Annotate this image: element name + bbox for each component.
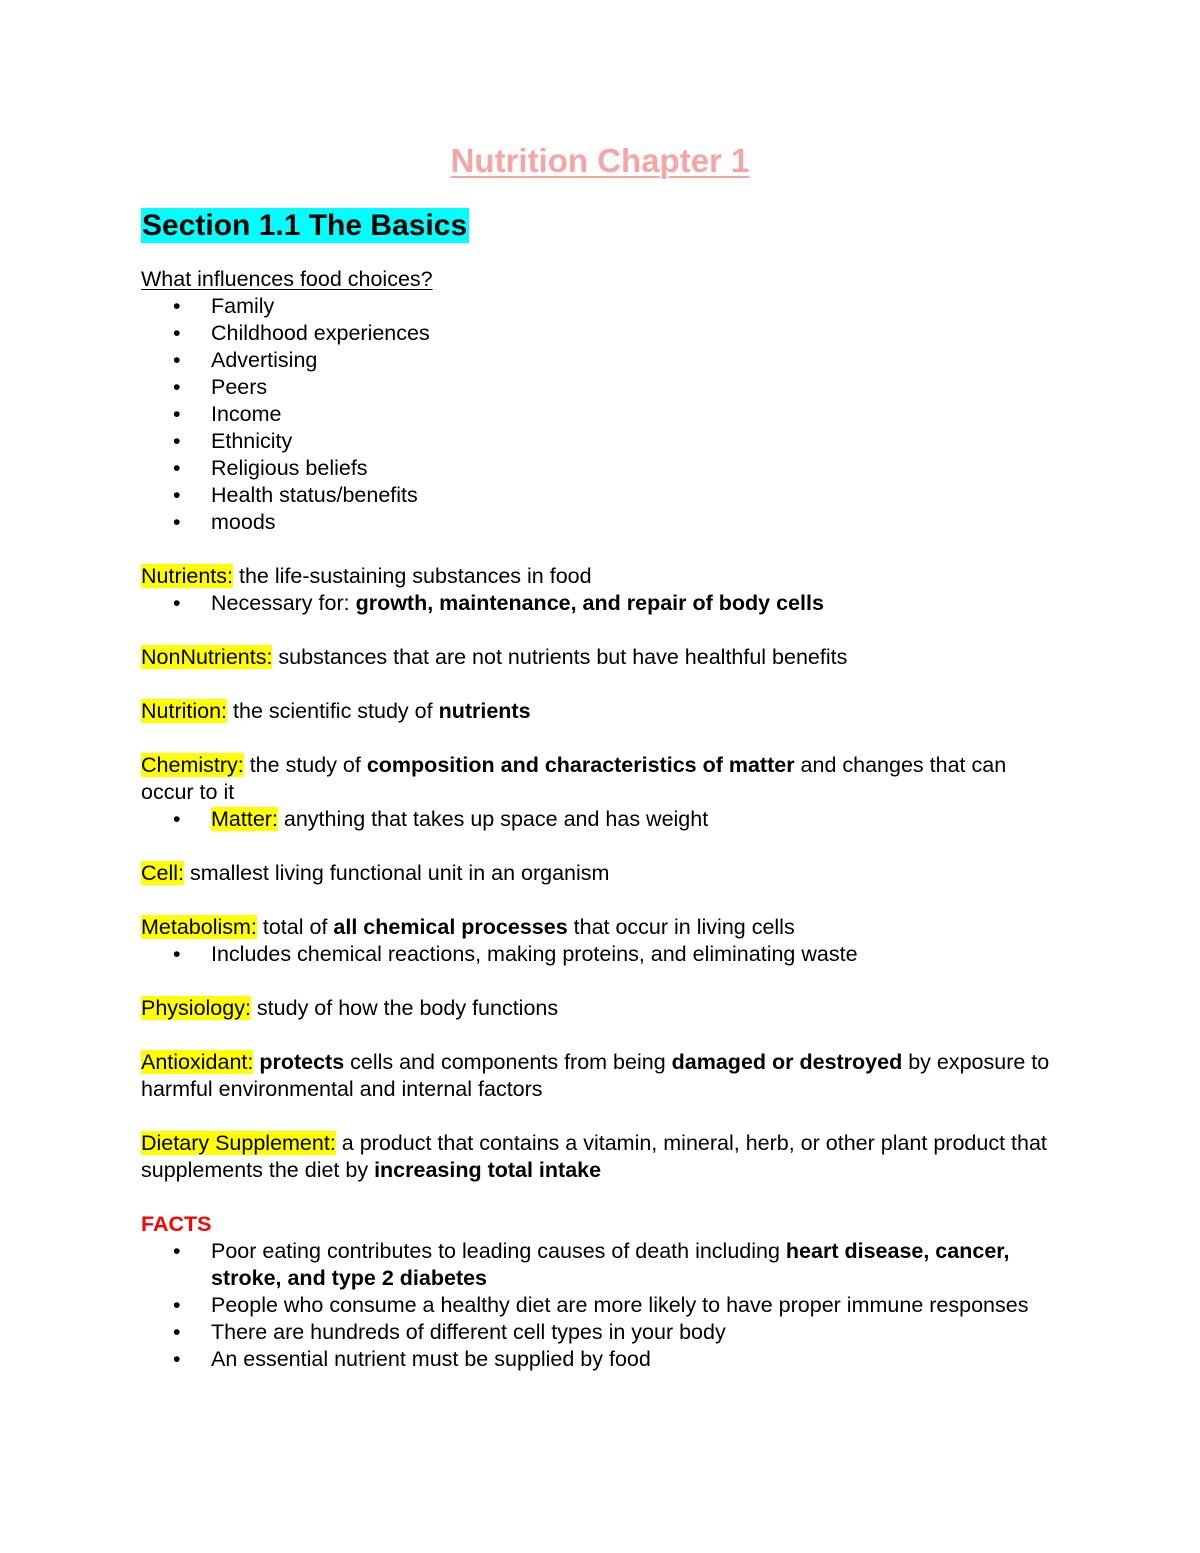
list-item: • Health status/benefits bbox=[173, 483, 418, 507]
definition-chemistry: Chemistry: the study of composition and characteristics of matter and changes that can occur to it bbox=[141, 753, 1007, 804]
definition-nonnutrients: NonNutrients: substances that are not nutrients but have healthful benefits bbox=[141, 645, 848, 669]
bullet-icon: • bbox=[173, 375, 181, 399]
document-page bbox=[141, 140, 1061, 1373]
list-item: • There are hundreds of different cell types in your body bbox=[173, 1320, 726, 1344]
bullet-icon: • bbox=[173, 942, 181, 966]
influences-list bbox=[141, 293, 1061, 536]
list-item: • People who consume a healthy diet are more likely to have proper immune responses bbox=[173, 1293, 1029, 1317]
term-nonnutrients: NonNutrients: bbox=[141, 645, 273, 669]
term-nutrients: Nutrients: bbox=[141, 564, 234, 588]
bullet-icon: • bbox=[173, 591, 181, 615]
definition-dietary-supplement: Dietary Supplement: a product that contains a vitamin, mineral, herb, or other plant product that supplements the diet by increasing total intake bbox=[141, 1131, 1047, 1182]
bullet-icon: • bbox=[173, 321, 181, 345]
bullet-icon: • bbox=[173, 294, 181, 318]
bullet-icon: • bbox=[173, 456, 181, 480]
list-item: • Income bbox=[173, 402, 282, 426]
bullet-icon: • bbox=[173, 483, 181, 507]
list-item: • Peers bbox=[173, 375, 268, 399]
nutrients-list bbox=[141, 590, 1061, 617]
term-dietary-supplement: Dietary Supplement: bbox=[141, 1131, 336, 1155]
list-item: • An essential nutrient must be supplied by food bbox=[173, 1347, 651, 1371]
bullet-icon: • bbox=[173, 510, 181, 534]
bullet-icon: • bbox=[173, 402, 181, 426]
bullet-icon: • bbox=[173, 348, 181, 372]
metabolism-list bbox=[141, 941, 1061, 968]
definition-antioxidant: Antioxidant: protects cells and components from being damaged or destroyed by exposure to harmful environmental and internal factors bbox=[141, 1050, 1050, 1101]
definition-nutrition: Nutrition: the scientific study of nutrients bbox=[141, 699, 531, 723]
term-nutrition: Nutrition: bbox=[141, 699, 228, 723]
term-antioxidant: Antioxidant: bbox=[141, 1050, 254, 1074]
list-item: • Family bbox=[173, 294, 275, 318]
bullet-icon: • bbox=[173, 807, 181, 831]
list-item: • Religious beliefs bbox=[173, 456, 368, 480]
section-heading-text: Section 1.1 The Basics bbox=[142, 209, 468, 242]
list-item: • Advertising bbox=[173, 348, 318, 372]
list-item: • Poor eating contributes to leading causes of death including heart disease, cancer, stroke, and type 2 diabetes bbox=[173, 1239, 1010, 1290]
term-chemistry: Chemistry: bbox=[141, 753, 244, 777]
facts-list bbox=[141, 1238, 1061, 1373]
term-cell: Cell: bbox=[141, 861, 185, 885]
list-item: • Includes chemical reactions, making proteins, and eliminating waste bbox=[173, 942, 858, 966]
list-item: • Ethnicity bbox=[173, 429, 293, 453]
section-heading bbox=[141, 206, 1061, 246]
definition-nutrients: Nutrients: the life-sustaining substances in food bbox=[141, 564, 592, 588]
term-physiology: Physiology: bbox=[141, 996, 251, 1020]
chemistry-list bbox=[141, 806, 1061, 833]
bullet-icon: • bbox=[173, 429, 181, 453]
definition-metabolism: Metabolism: total of all chemical processes that occur in living cells bbox=[141, 915, 795, 939]
list-item: • Childhood experiences bbox=[173, 321, 430, 345]
influences-question: What influences food choices? bbox=[141, 267, 433, 291]
term-metabolism: Metabolism: bbox=[141, 915, 257, 939]
definition-physiology: Physiology: study of how the body functions bbox=[141, 996, 559, 1020]
term-matter: Matter: bbox=[211, 807, 278, 831]
bullet-icon: • bbox=[173, 1293, 181, 1317]
list-item: • Matter: anything that takes up space and has weight bbox=[173, 807, 709, 831]
bullet-icon: • bbox=[173, 1239, 181, 1263]
list-item: • moods bbox=[173, 510, 276, 534]
bullet-icon: • bbox=[173, 1320, 181, 1344]
list-item: • Necessary for: growth, maintenance, and repair of body cells bbox=[173, 591, 824, 615]
definition-cell: Cell: smallest living functional unit in an organism bbox=[141, 861, 610, 885]
facts-heading: FACTS bbox=[141, 1212, 212, 1236]
bullet-icon: • bbox=[173, 1347, 181, 1371]
document-title: Nutrition Chapter 1 bbox=[450, 142, 750, 179]
